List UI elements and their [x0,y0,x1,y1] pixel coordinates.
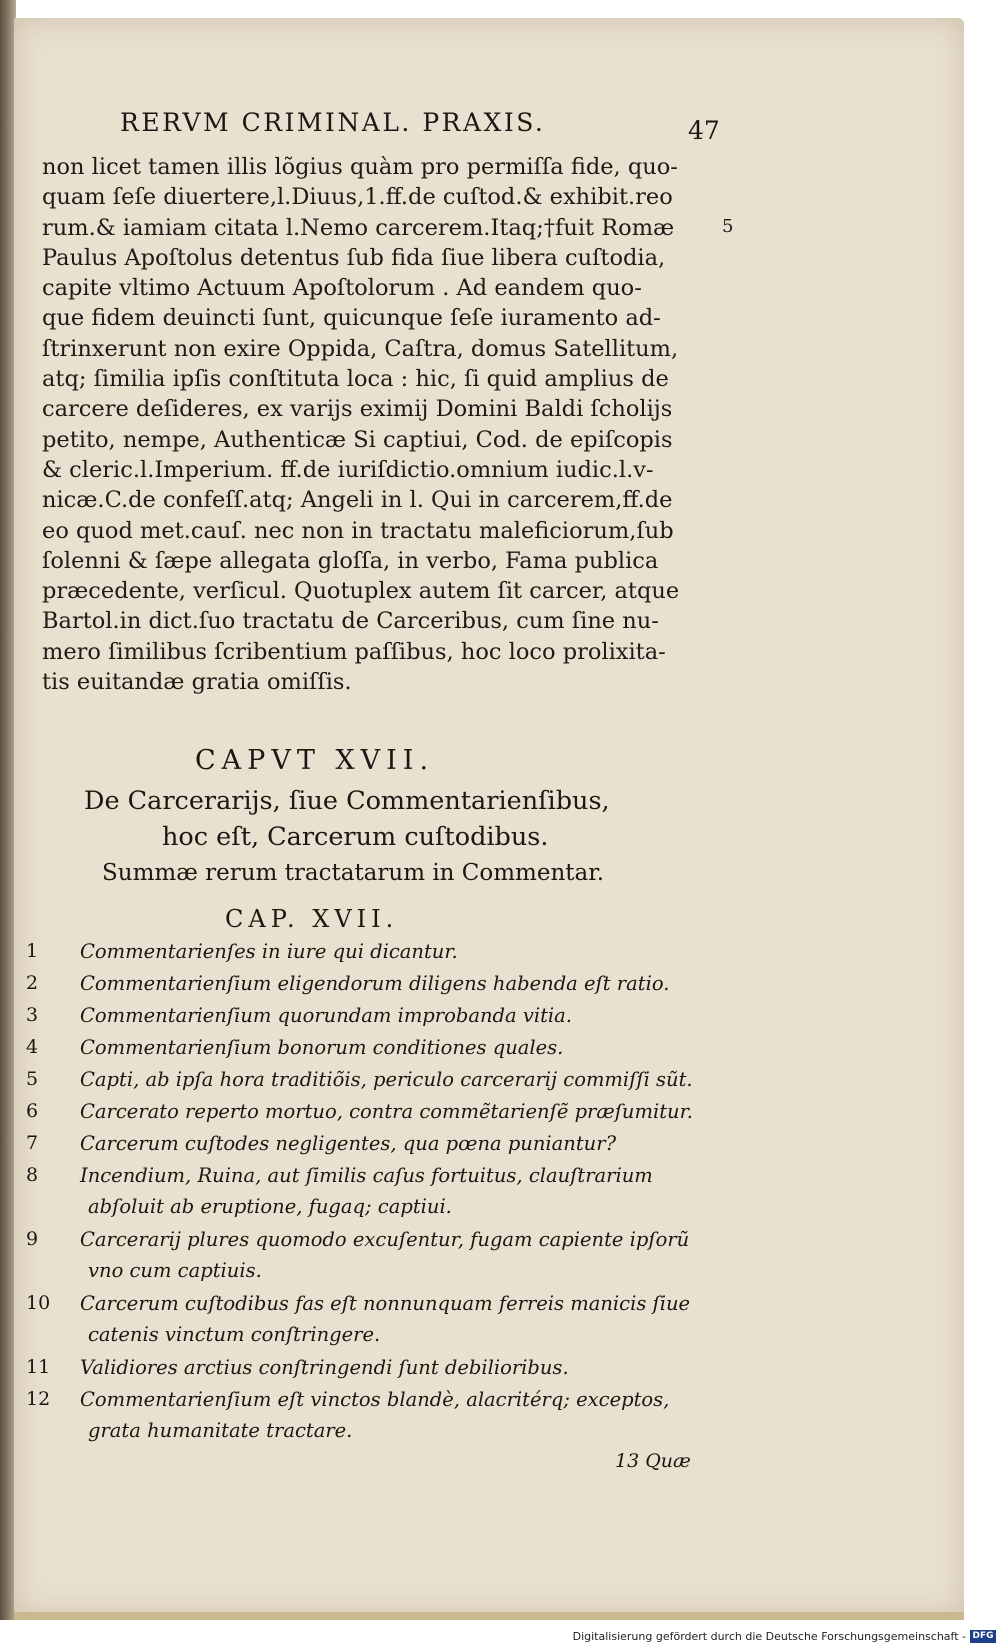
toc-item [26,968,726,999]
body-line: petito, nempe, Authenticæ Si captiui, Cod. de epiſcopis [42,426,673,453]
toc-item [26,1160,726,1222]
body-line: tis euitandæ gratia omiſſis. [42,669,352,696]
body-line: non licet tamen illis lõgius quàm pro permiſſa fide, quo- [42,154,678,180]
dfg-logo: DFG [970,1630,996,1643]
toc-number: 8 [26,1164,39,1186]
toc-item [26,1032,726,1063]
page-bottom-edge [14,1612,964,1620]
body-line: carcere deſideres, ex varijs eximij Domini Baldi ſcholijs [42,396,673,423]
toc-text: Carcerarij plures quomodo excuſentur, fugam capiente ipſorũ [80,1228,690,1251]
margin-note-marker: 5 [722,216,734,237]
body-line: quam ſeſe diuertere,l.Diuus,1.ff.de cuſtod.& exhibit.reo [42,184,673,211]
toc-number: 4 [26,1036,39,1058]
toc-text: Capti, ab ipſa hora traditiõis, periculo carcerarij commiſſi sũt. [80,1068,693,1091]
running-head: RERVM CRIMINAL. PRAXIS. [120,108,546,137]
chapter-title-line-1: De Carcerarijs, ſiue Commentarienſibus, [84,786,610,816]
toc-text-continuation: abſoluit ab eruptione, fugaq; captiui. [88,1195,452,1218]
toc-text: Commentarienſes in iure qui dicantur. [80,940,458,963]
body-line: atq; ſimilia ipſis conſtituta loca : hic, ſi quid amplius de [42,366,669,393]
body-line: mero ſimilibus ſcribentium paſſibus, hoc loco prolixita- [42,638,666,665]
toc-text: Commentarienſium bonorum conditiones quales. [80,1036,564,1059]
toc-item [26,1352,726,1383]
catchword: 13 Quæ [615,1450,691,1472]
toc-number: 10 [26,1292,51,1314]
body-line: ſolenni & ſæpe allegata gloſſa, in verbo, Fama publica [42,547,659,574]
chapter-title-line-2: hoc eſt, Carcerum cuſtodibus. [162,822,549,852]
chapter-summary-heading: Summæ rerum tractatarum in Commentar. [102,860,605,886]
body-line: ſtrinxerunt non exire Oppida, Caſtra, domus Satellitum, [42,335,679,362]
toc-number: 9 [26,1228,39,1250]
toc-number: 7 [26,1132,39,1154]
toc-item [26,1384,726,1446]
toc-text: Validiores arctius conſtringendi ſunt debilioribus. [80,1356,569,1379]
footer-credit: Digitalisierung gefördert durch die Deutsche Forschungsgemeinschaft - [572,1630,966,1643]
body-line: nicæ.C.de confeſſ.atq; Angeli in l. Qui in carcerem,ff.de [42,487,673,514]
toc-text: Incendium, Ruina, aut ſimilis caſus fortuitus, clauſtrarium [80,1164,653,1187]
toc-item [26,1000,726,1031]
body-line: Bartol.in dict.ſuo tractatu de Carceribus, cum ſine nu- [42,608,659,635]
toc-item [26,1064,726,1095]
body-line: & cleric.l.Imperium. ff.de iuriſdictio.omnium iudic.l.v- [42,456,654,483]
body-paragraph [42,152,702,697]
body-line: rum.& iamiam citata l.Nemo carcerem.Itaq;†fuit Romæ [42,214,675,241]
body-line: præcedente, verſicul. Quotuplex autem ſit carcer, atque [42,578,680,605]
toc-number: 5 [26,1068,39,1090]
toc-text-continuation: vno cum captiuis. [88,1259,262,1282]
toc-item [26,1288,726,1350]
body-line: que fidem deuincti ſunt, quicunque ſeſe iuramento ad- [42,305,661,332]
toc-text-continuation: grata humanitate tractare. [88,1419,353,1442]
toc-item [26,936,726,967]
toc-text-continuation: catenis vinctum conſtringere. [88,1323,381,1346]
toc-text: Commentarienſium eſt vinctos blandè, alacritérq; exceptos, [80,1388,670,1411]
toc-number: 1 [26,940,39,962]
toc-item [26,1096,726,1127]
toc-item [26,1128,726,1159]
toc-number: 2 [26,972,39,994]
toc-number: 12 [26,1388,51,1410]
toc-text: Carcerato reperto mortuo, contra commẽtarienſẽ præſumitur. [80,1100,693,1123]
toc-number: 3 [26,1004,39,1026]
toc-text: Commentarienſium quorundam improbanda vitia. [80,1004,572,1027]
body-line: Paulus Apoſtolus detentus ſub fida ſiue libera cuſtodia, [42,244,666,271]
chapter-heading: CAPVT XVII. [195,745,435,776]
toc-item [26,1224,726,1286]
page-number: 47 [688,116,720,145]
toc-text: Carcerum cuſtodibus fas eſt nonnunquam ferreis manicis ſiue [80,1292,691,1315]
cap-heading: CAP. XVII. [225,905,399,933]
toc-text: Commentarienſium eligendorum diligens habenda eſt ratio. [80,972,670,995]
toc-number: 6 [26,1100,39,1122]
body-line: eo quod met.cauſ. nec non in tractatu maleficiorum,ſub [42,517,674,544]
toc-number: 11 [26,1356,51,1378]
body-line: capite vltimo Actuum Apoſtolorum . Ad eandem quo- [42,275,642,302]
toc-text: Carcerum cuſtodes negligentes, qua pœna puniantur? [80,1132,617,1155]
